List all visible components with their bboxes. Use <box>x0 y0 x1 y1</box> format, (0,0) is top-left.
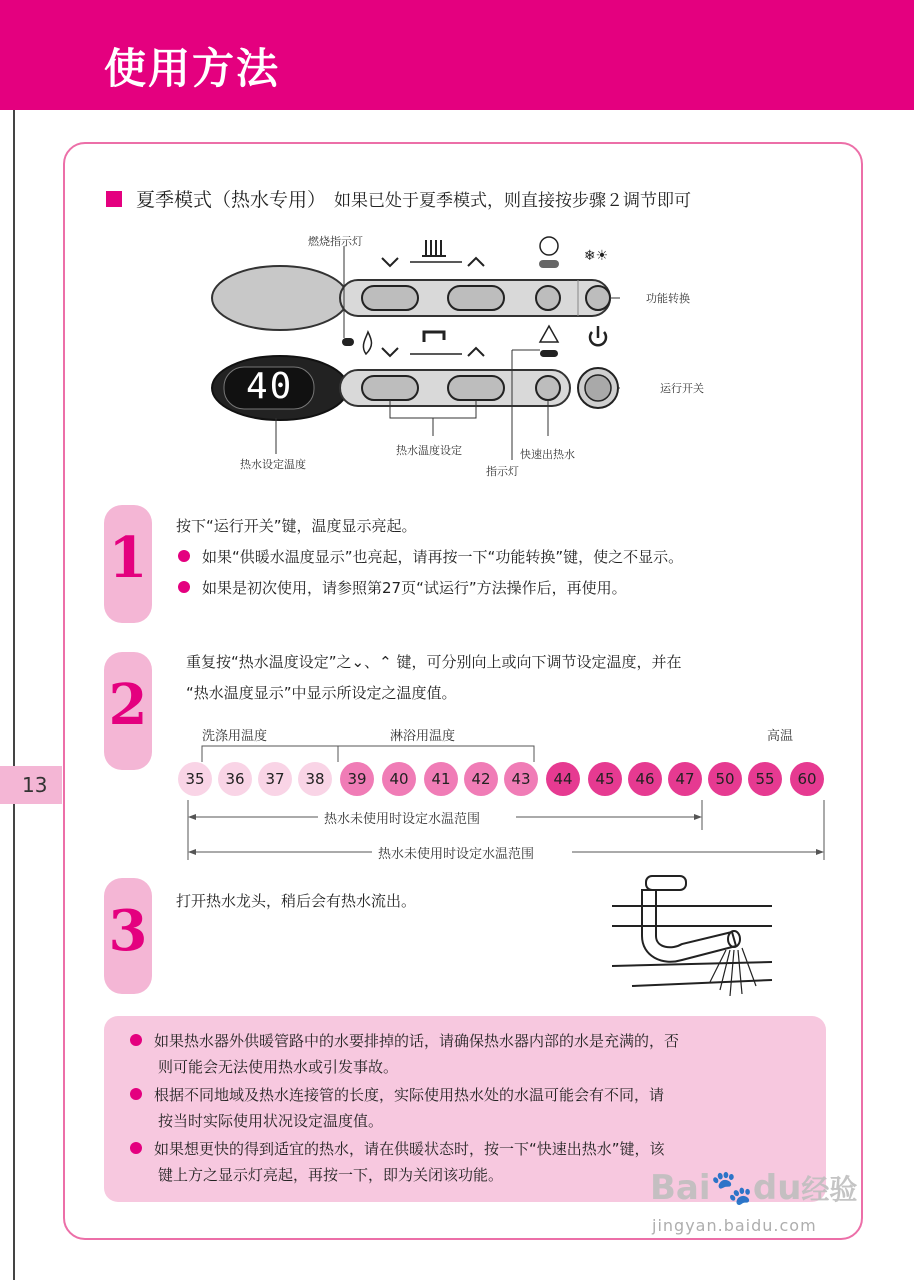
temp-43: 43 <box>504 762 538 796</box>
watermark-url: jingyan.baidu.com <box>652 1216 817 1235</box>
note-1-line-1: 如果热水器外供暖管路中的水要排掉的话，请确保热水器内部的水是充满的，否 <box>130 1030 679 1051</box>
temp-38: 38 <box>298 762 332 796</box>
temp-35: 35 <box>178 762 212 796</box>
temp-44: 44 <box>546 762 580 796</box>
hot-water-temp-setting-label: 热水温度设定 <box>396 444 462 457</box>
svg-text:❄☀: ❄☀ <box>583 248 609 264</box>
range-label-2: 热水未使用时设定水温范围 <box>378 847 535 862</box>
temp-41: 41 <box>424 762 458 796</box>
burn-indicator-label: 燃烧指示灯 <box>308 235 363 248</box>
function-switch-label: 功能转换 <box>646 292 690 305</box>
temp-36: 36 <box>218 762 252 796</box>
step-1-bullet-2: 如果是初次使用，请参照第27页“试运行”方法操作后，再使用。 <box>178 577 627 598</box>
washing-temp-label: 洗涤用温度 <box>202 729 268 744</box>
temp-42: 42 <box>464 762 498 796</box>
bullet-icon <box>130 1034 142 1046</box>
step-3-badge <box>104 878 152 994</box>
temp-50: 50 <box>708 762 742 796</box>
faucet-illustration <box>612 866 782 1006</box>
power-switch-label: 运行开关 <box>660 382 704 395</box>
quick-hot-water-label: 快速出热水 <box>520 448 575 461</box>
temp-60: 60 <box>790 762 824 796</box>
shower-temp-label: 淋浴用温度 <box>390 729 456 744</box>
temperature-display: 40 <box>246 366 294 407</box>
note-1-line-2: 则可能会无法使用热水或引发事故。 <box>158 1058 399 1076</box>
temp-40: 40 <box>382 762 416 796</box>
step-1-bullet-1: 如果“供暖水温度显示”也亮起，请再按一下“功能转换”键，使之不显示。 <box>178 546 683 567</box>
indicator-label: 指示灯 <box>486 465 519 478</box>
chevron-up-icon: ⌃ <box>379 653 392 671</box>
range-label-1: 热水未使用时设定水温范围 <box>324 812 481 827</box>
step-2-number: 2 <box>108 672 148 738</box>
section-title-main: 夏季模式（热水专用） <box>136 189 327 211</box>
note-3-line-1: 如果想更快的得到适宜的热水，请在供暖状态时，按一下“快速出热水”键，该 <box>130 1138 665 1159</box>
temp-46: 46 <box>628 762 662 796</box>
step-1-text: 按下“运行开关”键，温度显示亮起。 <box>176 517 417 535</box>
note-2-line-2: 按当时实际使用状况设定温度值。 <box>158 1112 384 1130</box>
temp-39: 39 <box>340 762 374 796</box>
bullet-icon <box>130 1142 142 1154</box>
temp-37: 37 <box>258 762 292 796</box>
chevron-down-icon: ⌄ <box>351 653 365 671</box>
step-1-number: 1 <box>108 525 148 591</box>
page-title: 使用方法 <box>104 44 281 93</box>
baidu-watermark <box>650 1150 860 1240</box>
note-2-line-1: 根据不同地域及热水连接管的长度，实际使用热水处的水温可能会有不同，请 <box>130 1084 664 1105</box>
temp-55: 55 <box>748 762 782 796</box>
section-subtitle: 如果已处于夏季模式，则直接按步骤２调节即可 <box>334 191 692 211</box>
high-temp-label: 高温 <box>767 729 794 744</box>
step-2-line-2: “热水温度显示”中显示所设定之温度值。 <box>186 684 457 702</box>
page-number: 13 <box>0 766 62 804</box>
temp-47: 47 <box>668 762 702 796</box>
step-2-line-1: 重复按“热水温度设定”之⌄、⌃ 键，可分别向上或向下调节设定温度，并在 <box>186 653 682 671</box>
paw-icon: 🐾 <box>710 1168 753 1208</box>
step-3-text: 打开热水龙头，稍后会有热水流出。 <box>176 892 417 910</box>
temp-45: 45 <box>588 762 622 796</box>
watermark-brand: Bai🐾du经验 <box>650 1168 858 1208</box>
note-3-line-2: 键上方之显示灯亮起，再按一下，即为关闭该功能。 <box>158 1166 504 1184</box>
bullet-icon <box>130 1088 142 1100</box>
hot-water-temp-display-label: 热水设定温度 <box>240 458 306 471</box>
step-3-number: 3 <box>108 898 148 964</box>
